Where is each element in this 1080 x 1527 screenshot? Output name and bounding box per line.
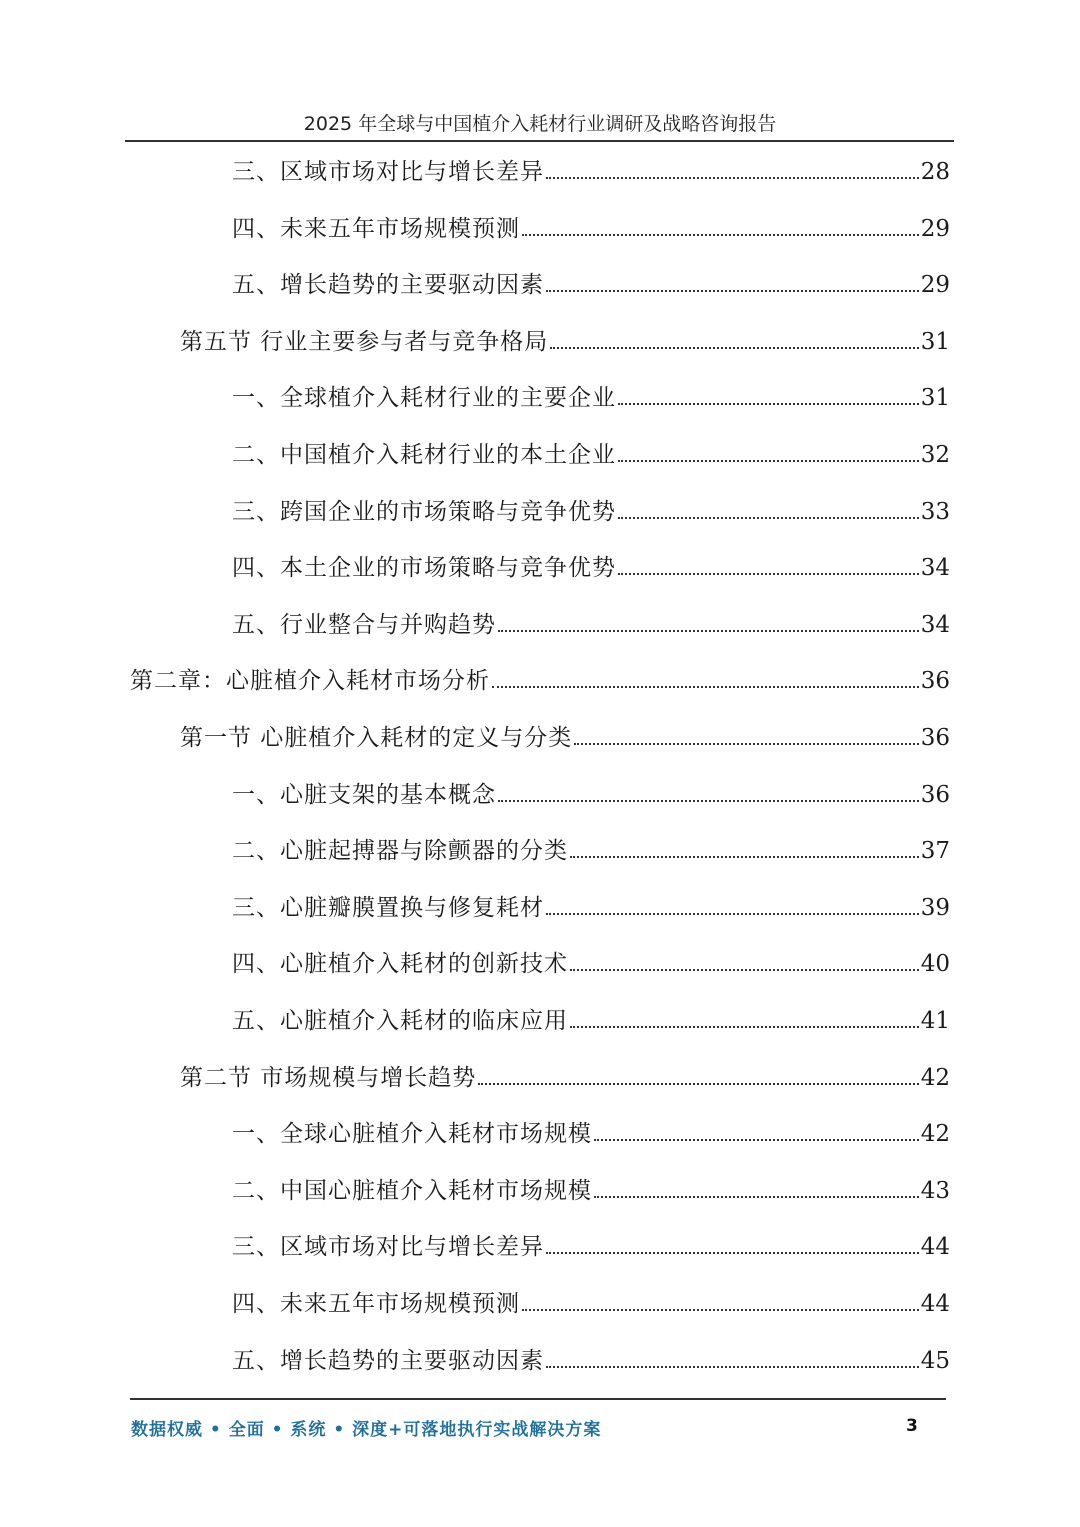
dot-leader <box>478 1083 918 1085</box>
toc-entry-label: 二、心脏起搏器与除颤器的分类 <box>232 838 568 864</box>
dot-leader <box>618 460 919 462</box>
toc-entry-page: 44 <box>920 1291 950 1317</box>
toc-entry-label: 一、全球植介入耗材行业的主要企业 <box>232 385 616 411</box>
dot-leader <box>550 347 918 349</box>
dot-leader <box>546 290 919 292</box>
toc-entry-label: 一、全球心脏植介入耗材市场规模 <box>232 1121 592 1147</box>
toc-entry-page: 42 <box>920 1065 950 1091</box>
dot-leader <box>498 630 919 632</box>
footer-divider <box>130 1398 946 1400</box>
toc-entry-page: 31 <box>920 385 950 411</box>
toc-entry-label: 第二节 市场规模与增长趋势 <box>180 1065 477 1091</box>
toc-entry[interactable] <box>232 1119 950 1149</box>
header-divider <box>125 140 954 142</box>
toc-entry[interactable] <box>232 949 950 979</box>
toc-entry-label: 四、未来五年市场规模预测 <box>232 216 520 242</box>
toc-entry[interactable] <box>232 836 950 866</box>
toc-entry-page: 34 <box>920 612 950 638</box>
dot-leader <box>522 1309 919 1311</box>
dot-leader <box>498 800 919 802</box>
toc-entry-label: 一、心脏支架的基本概念 <box>232 782 496 808</box>
dot-leader <box>546 913 919 915</box>
toc-entry[interactable] <box>232 270 950 300</box>
toc-entry[interactable] <box>232 893 950 923</box>
toc-entry[interactable] <box>232 1346 950 1376</box>
toc-entry[interactable] <box>232 1232 950 1262</box>
toc-entry-label: 三、跨国企业的市场策略与竞争优势 <box>232 499 616 525</box>
dot-leader <box>618 403 919 405</box>
toc-entry[interactable] <box>232 383 950 413</box>
dot-leader <box>492 686 919 688</box>
toc-entry-label: 三、区域市场对比与增长差异 <box>232 1234 544 1260</box>
toc-entry[interactable] <box>232 157 950 187</box>
toc-entry-label: 三、区域市场对比与增长差异 <box>232 159 544 185</box>
toc-entry-page: 41 <box>920 1008 950 1034</box>
toc-entry-label: 第五节 行业主要参与者与竞争格局 <box>180 329 549 355</box>
toc-entry-label: 二、中国心脏植介入耗材市场规模 <box>232 1178 592 1204</box>
page-number: 3 <box>906 1416 918 1436</box>
toc-entry-label: 四、未来五年市场规模预测 <box>232 1291 520 1317</box>
toc-entry[interactable] <box>232 780 950 810</box>
toc-entry[interactable] <box>130 666 950 696</box>
toc-entry-label: 第二章：心脏植介入耗材市场分析 <box>130 668 490 694</box>
toc-entry-label: 五、增长趋势的主要驱动因素 <box>232 1348 544 1374</box>
toc-entry-label: 五、行业整合与并购趋势 <box>232 612 496 638</box>
toc-entry[interactable] <box>180 327 950 357</box>
toc-entry[interactable] <box>232 440 950 470</box>
dot-leader <box>546 1366 919 1368</box>
dot-leader <box>594 1196 919 1198</box>
toc-entry[interactable] <box>232 1289 950 1319</box>
toc-entry-page: 29 <box>920 216 950 242</box>
toc-entry-page: 36 <box>920 725 950 751</box>
dot-leader <box>522 234 919 236</box>
toc-entry-page: 37 <box>920 838 950 864</box>
toc-entry-label: 二、中国植介入耗材行业的本土企业 <box>232 442 616 468</box>
toc-entry-page: 39 <box>920 895 950 921</box>
dot-leader <box>618 517 919 519</box>
toc-entry-page: 36 <box>920 782 950 808</box>
toc-entry-label: 五、心脏植介入耗材的临床应用 <box>232 1008 568 1034</box>
dot-leader <box>594 1139 919 1141</box>
toc-entry[interactable] <box>232 1006 950 1036</box>
dot-leader <box>570 969 919 971</box>
toc-entry-label: 第一节 心脏植介入耗材的定义与分类 <box>180 725 573 751</box>
toc-entry[interactable] <box>232 553 950 583</box>
toc-entry-label: 四、本土企业的市场策略与竞争优势 <box>232 555 616 581</box>
toc-entry-page: 40 <box>920 951 950 977</box>
toc-entry[interactable] <box>180 1063 950 1093</box>
dot-leader <box>546 177 919 179</box>
toc-entry-page: 45 <box>920 1348 950 1374</box>
dot-leader <box>570 1026 919 1028</box>
toc-entry[interactable] <box>232 610 950 640</box>
toc-entry[interactable] <box>180 723 950 753</box>
dot-leader <box>570 856 919 858</box>
toc-entry-page: 32 <box>920 442 950 468</box>
toc-entry-page: 34 <box>920 555 950 581</box>
toc-entry-page: 44 <box>920 1234 950 1260</box>
dot-leader <box>574 743 918 745</box>
toc-entry-page: 29 <box>920 272 950 298</box>
toc-entry-page: 28 <box>920 159 950 185</box>
report-title: 2025 年全球与中国植介入耗材行业调研及战略咨询报告 <box>303 113 777 135</box>
toc-entry-label: 五、增长趋势的主要驱动因素 <box>232 272 544 298</box>
dot-leader <box>546 1252 919 1254</box>
toc-entry-page: 42 <box>920 1121 950 1147</box>
toc-entry-page: 36 <box>920 668 950 694</box>
toc-entry-page: 31 <box>920 329 950 355</box>
toc-entry-page: 43 <box>920 1178 950 1204</box>
toc-entry-page: 33 <box>920 499 950 525</box>
footer-slogan: 数据权威 • 全面 • 系统 • 深度+可落地执行实战解决方案 <box>131 1420 602 1440</box>
toc-entry-label: 四、心脏植介入耗材的创新技术 <box>232 951 568 977</box>
toc-entry[interactable] <box>232 497 950 527</box>
toc-entry-label: 三、心脏瓣膜置换与修复耗材 <box>232 895 544 921</box>
toc-entry[interactable] <box>232 1176 950 1206</box>
dot-leader <box>618 573 919 575</box>
toc-entry[interactable] <box>232 214 950 244</box>
